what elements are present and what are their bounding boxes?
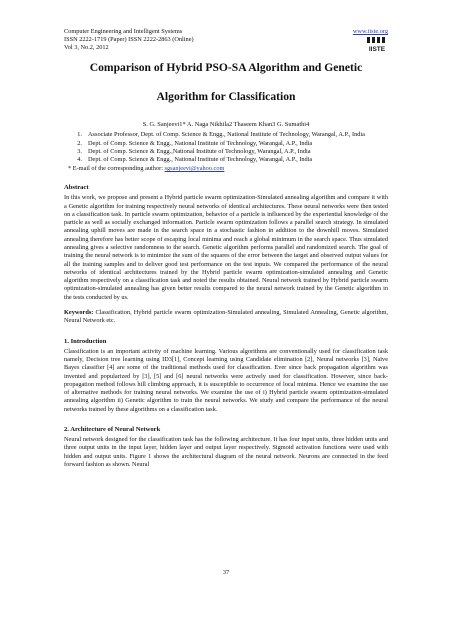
abstract-heading: Abstract — [64, 184, 89, 192]
journal-header — [64, 28, 388, 51]
title-line-1: Comparison of Hybrid PSO-SA Algorithm and Genetic — [89, 61, 363, 75]
email-link[interactable]: sgsanjeevi@yahoo.com — [164, 165, 225, 173]
section-1-text: Classification is an important activity of machine learning. Various algorithms are conventionally used for classification task namely, Decision tree learning using ID3[1], Concept learning using Candidate elimination [2], Neural networks [3], Naïve Bayes classifier [4] are some of the traditional methods used for classification. Ever since back propagation algorithm was invented and popularized by [3], [5] and [6] neural networks were actively used for classification. However, since back-propagation method follows hill climbing approach, it is susceptible to occurrence of local minima. Hence we examine the use of alternative methods for training neural networks. We examine the use of i) Hybrid particle swarm optimization-simulated annealing algorithm ii) Genetic algorithm to train the neural networks. We study and compare the performance of the neural networks trained by these algorithms on a classification task. — [64, 347, 388, 413]
keywords-text: Classification, Hybrid particle swarm optimization-Simulated annealing, Simulated Annealing, Genetic algorithm, Neural Network etc. — [64, 309, 388, 325]
corresponding-email: * E-mail of the corresponding author: sgsanjeevi@yahoo.com — [68, 165, 225, 173]
affiliation-item: 2. Dept. of Comp. Science & Engg., National Institute of Technology, Warangal, A.P., India — [77, 139, 313, 147]
iiste-logo — [366, 36, 388, 52]
affiliation-item: 3. Dept. of Comp. Science & Engg.,National Institute of Technology, Warangal, A.P., India — [77, 147, 311, 155]
keywords — [64, 309, 388, 326]
logo-text: IISTE — [368, 46, 386, 52]
affiliation-item: 4. Dept. of Comp. Science & Engg., National Institute of Technology, Warangal, A.P., India — [77, 156, 313, 163]
affiliation-list — [64, 131, 388, 164]
author-list: S. G. Sanjeevi1* A. Naga Nikhila2 Thaseem Khan3 G. Sumathi4 — [142, 121, 310, 129]
abstract-text: In this work, we propose and present a Hybrid particle swarm optimization-Simulated annealing algorithm and compare it with a Genetic algorithm for training respectively neural networks of identical architectures. These neural networks were then tested on a classification task. In particle swarm optimization, behavior of a particle is influenced by the experiential knowledge of the particle as well as socially exchanged information. Particle swarm optimization follows a parallel search strategy. In simulated annealing uphill moves are made in the search space in a stochastic fashion in addition to the downhill moves. Simulated annealing therefore has better scope of escaping local minima and reach a global minimum in the search space. Thus simulated annealing gives a selective randomness to the search. Genetic algorithm performs parallel and randomized search. The goal of training the neural network is to minimize the sum of the squares of the error between the target and observed output values for all the training samples and to deliver good test performance on the test inputs. We compared the performance of the neural networks of identical architectures trained by the Hybrid particle swarm optimization-simulated annealing and Genetic algorithm respectively on a classification task and noted the results obtained. Neural network trained by Hybrid particle swarm optimization-simulated annealing has given better results compared to the neural network trained by the Genetic algorithm in the tests conducted by us. — [64, 194, 388, 301]
page-number: 37 — [222, 569, 230, 576]
title-line-2: Algorithm for Classification — [156, 90, 296, 104]
affiliation-item: 1. Associate Professor, Dept. of Comp. Science & Engg., National Institute of Technology, Warangal, A.P., India — [77, 131, 365, 139]
paper-title — [64, 53, 388, 111]
journal-issn: ISSN 2222-1719 (Paper) ISSN 2222-2863 (Online) — [64, 35, 194, 43]
section-2-heading: 2. Architecture of Neural Network — [64, 426, 161, 434]
journal-url-link[interactable]: www.iiste.org — [352, 28, 388, 35]
journal-name: Computer Engineering and Intelligent Systems — [64, 28, 183, 35]
journal-volume: Vol 3, No.2, 2012 — [64, 43, 109, 51]
section-2-text: Neural network designed for the classification task has the following architecture. It has four input units, three hidden units and three output units in the input layer, hidden layer and output layer respectively. Sigmoid activation functions were used with hidden and output units. Figure 1 shows the architectural diagram of the neural network. Neurons are connected in the feed forward fashion as shown. Neural — [64, 436, 388, 468]
keywords-label: Keywords: — [64, 309, 94, 317]
section-1-heading: 1. Introduction — [64, 337, 107, 345]
